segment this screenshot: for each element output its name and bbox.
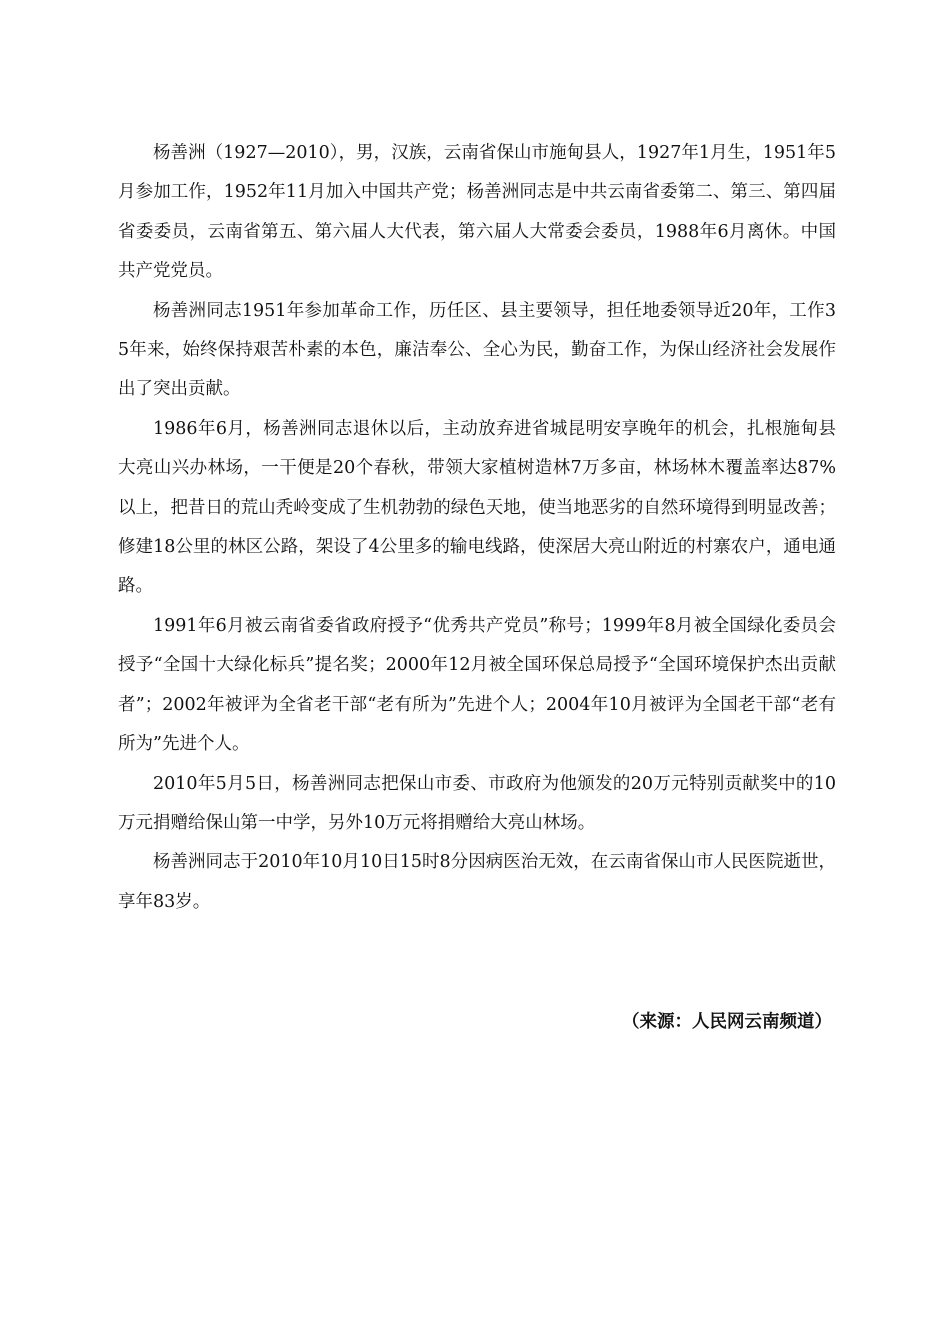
- article-body: [118, 134, 836, 922]
- paragraph-forestry: 1986年6月，杨善洲同志退休以后，主动放弃进省城昆明安享晚年的机会，扎根施甸县大亮山兴办林场，一干便是20个春秋，带领大家植树造林7万多亩，林场林木覆盖率达87%以上，把昔日的荒山秃岭变成了生机勃勃的绿色天地，使当地恶劣的自然环境得到明显改善；修建18公里的林区公路，架设了4公里多的输电线路，使深居大亮山附近的村寨农户，通电通路。: [118, 418, 836, 597]
- paragraph-biography: 杨善洲（1927—2010），男，汉族，云南省保山市施甸县人，1927年1月生，1951年5月参加工作，1952年11月加入中国共产党；杨善洲同志是中共云南省委第二、第三、第四届省委委员，云南省第五、第六届人大代表，第六届人大常委会委员，1988年6月离休。中国共产党党员。: [118, 143, 836, 282]
- source-attribution: （来源：人民网云南频道）: [622, 1012, 832, 1032]
- paragraph-donation: 2010年5月5日，杨善洲同志把保山市委、市政府为他颁发的20万元特别贡献奖中的10万元捐赠给保山第一中学，另外10万元将捐赠给大亮山林场。: [118, 773, 836, 833]
- paragraph-death: 杨善洲同志于2010年10月10日15时8分因病医治无效，在云南省保山市人民医院逝世，享年83岁。: [118, 852, 836, 912]
- paragraph-honors: 1991年6月被云南省委省政府授予“优秀共产党员”称号；1999年8月被全国绿化委员会授予“全国十大绿化标兵”提名奖；2000年12月被全国环保总局授予“全国环境保护杰出贡献者”；2002年被评为全省老干部“老有所为”先进个人；2004年10月被评为全国老干部“老有所为”先进个人。: [118, 615, 836, 755]
- paragraph-career: 杨善洲同志1951年参加革命工作，历任区、县主要领导，担任地委领导近20年，工作35年来，始终保持艰苦朴素的本色，廉洁奉公、全心为民，勤奋工作，为保山经济社会发展作出了突出贡献。: [118, 300, 836, 400]
